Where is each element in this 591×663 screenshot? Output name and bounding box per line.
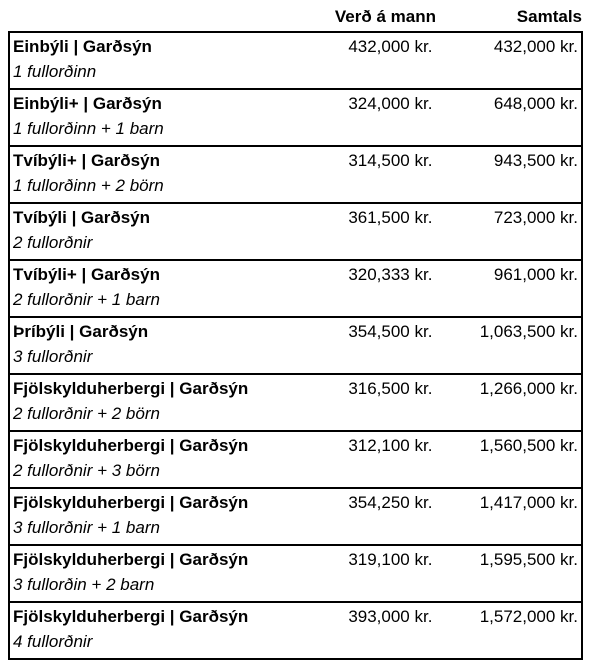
room-cell [9, 545, 313, 602]
room-name: Tvíbýli+ | Garðsýn [13, 151, 160, 170]
per-person-price: 312,100 kr. [348, 436, 433, 455]
total-cell [440, 32, 582, 89]
guest-composition: 1 fullorðinn + 2 börn [13, 176, 164, 195]
header-per-person: Verð á mann [334, 7, 436, 26]
per-person-price: 320,333 kr. [348, 265, 433, 284]
table-header [0, 0, 591, 32]
room-name: Tvíbýli | Garðsýn [13, 208, 151, 227]
room-cell [9, 488, 313, 545]
room-cell [9, 374, 313, 431]
guest-composition: 1 fullorðinn + 1 barn [13, 119, 164, 138]
per-person-price: 324,000 kr. [348, 94, 433, 113]
guest-composition: 3 fullorðnir + 1 barn [13, 518, 160, 537]
per-person-cell [313, 317, 440, 374]
per-person-price: 354,500 kr. [348, 322, 433, 341]
table-row [9, 32, 582, 89]
total-price: 432,000 kr. [493, 37, 578, 56]
room-name: Fjölskylduherbergi | Garðsýn [13, 379, 249, 398]
per-person-cell [313, 602, 440, 659]
per-person-price: 354,250 kr. [348, 493, 433, 512]
total-cell [440, 203, 582, 260]
per-person-cell [313, 431, 440, 488]
guest-composition: 2 fullorðnir [13, 233, 93, 252]
total-price: 1,595,500 kr. [479, 550, 578, 569]
room-cell [9, 89, 313, 146]
room-name: Einbýli+ | Garðsýn [13, 94, 162, 113]
header-total: Samtals [516, 7, 582, 26]
guest-composition: 3 fullorðin + 2 barn [13, 575, 155, 594]
table-row [9, 317, 582, 374]
per-person-cell [313, 89, 440, 146]
room-name: Fjölskylduherbergi | Garðsýn [13, 550, 249, 569]
room-name: Tvíbýli+ | Garðsýn [13, 265, 160, 284]
room-cell [9, 146, 313, 203]
per-person-cell [313, 203, 440, 260]
total-cell [440, 431, 582, 488]
total-cell [440, 374, 582, 431]
guest-composition: 2 fullorðnir + 2 börn [13, 404, 160, 423]
table-row [9, 431, 582, 488]
total-cell [440, 89, 582, 146]
per-person-cell [313, 488, 440, 545]
room-name: Fjölskylduherbergi | Garðsýn [13, 493, 249, 512]
guest-composition: 2 fullorðnir + 1 barn [13, 290, 160, 309]
price-table [8, 31, 583, 660]
total-price: 1,560,500 kr. [479, 436, 578, 455]
per-person-cell [313, 146, 440, 203]
table-row [9, 146, 582, 203]
table-row [9, 260, 582, 317]
room-cell [9, 317, 313, 374]
guest-composition: 1 fullorðinn [13, 62, 97, 81]
total-price: 723,000 kr. [493, 208, 578, 227]
per-person-cell [313, 545, 440, 602]
total-price: 1,417,000 kr. [479, 493, 578, 512]
price-table-body [9, 32, 582, 659]
room-name: Þríbýli | Garðsýn [13, 322, 149, 341]
total-price: 1,572,000 kr. [479, 607, 578, 626]
room-name: Fjölskylduherbergi | Garðsýn [13, 607, 249, 626]
total-price: 648,000 kr. [493, 94, 578, 113]
guest-composition: 2 fullorðnir + 3 börn [13, 461, 160, 480]
guest-composition: 4 fullorðnir [13, 632, 93, 651]
per-person-price: 393,000 kr. [348, 607, 433, 626]
room-cell [9, 260, 313, 317]
total-price: 943,500 kr. [493, 151, 578, 170]
room-name: Einbýli | Garðsýn [13, 37, 152, 56]
total-cell [440, 545, 582, 602]
per-person-cell [313, 374, 440, 431]
total-cell [440, 488, 582, 545]
table-row [9, 488, 582, 545]
table-row [9, 89, 582, 146]
total-cell [440, 146, 582, 203]
total-cell [440, 260, 582, 317]
per-person-price: 319,100 kr. [348, 550, 433, 569]
table-row [9, 602, 582, 659]
room-cell [9, 602, 313, 659]
per-person-cell [313, 32, 440, 89]
room-cell [9, 32, 313, 89]
total-price: 1,063,500 kr. [479, 322, 578, 341]
per-person-price: 361,500 kr. [348, 208, 433, 227]
per-person-price: 314,500 kr. [348, 151, 433, 170]
total-price: 961,000 kr. [493, 265, 578, 284]
table-row [9, 545, 582, 602]
per-person-price: 316,500 kr. [348, 379, 433, 398]
per-person-cell [313, 260, 440, 317]
total-cell [440, 317, 582, 374]
total-cell [440, 602, 582, 659]
room-cell [9, 431, 313, 488]
guest-composition: 3 fullorðnir [13, 347, 93, 366]
per-person-price: 432,000 kr. [348, 37, 433, 56]
total-price: 1,266,000 kr. [479, 379, 578, 398]
room-cell [9, 203, 313, 260]
table-row [9, 374, 582, 431]
room-name: Fjölskylduherbergi | Garðsýn [13, 436, 249, 455]
table-row [9, 203, 582, 260]
